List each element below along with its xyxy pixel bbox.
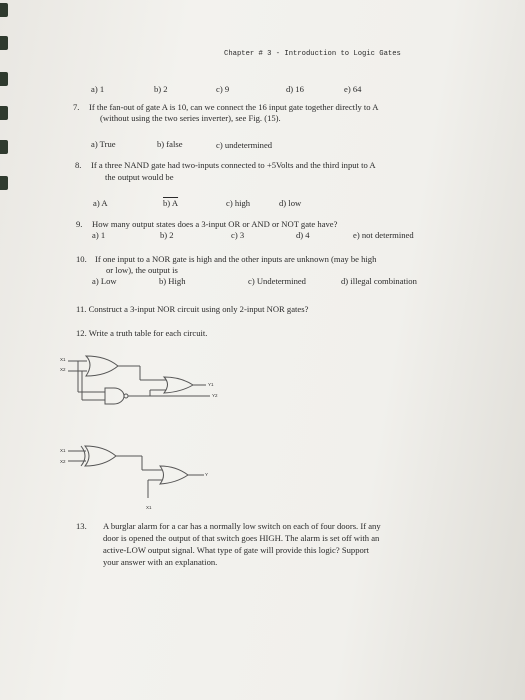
q6-option-d: d) 16 <box>286 84 304 94</box>
q9-option-b: b) 2 <box>160 230 174 240</box>
q12-text: 12. Write a truth table for each circuit. <box>76 328 208 338</box>
q10-text-line2: or low), the output is <box>106 265 178 275</box>
q7-text-line1: If the fan-out of gate A is 10, can we connect the 16 input gate together directly to A <box>89 102 379 112</box>
circuit-1-input-x2: X2 <box>60 367 66 372</box>
q13-number: 13. <box>76 521 87 531</box>
q7-text-line2: (without using the two series inverter), see Fig. (15). <box>100 113 281 123</box>
q8-option-b: b) A <box>163 198 179 208</box>
circuit-1-diagram <box>50 352 250 422</box>
q10-option-a: a) Low <box>92 276 117 286</box>
q11-text: 11. Construct a 3-input NOR circuit using only 2-input NOR gates? <box>76 304 309 314</box>
q9-option-c: c) 3 <box>231 230 245 240</box>
q13-text-line3: active-LOW output signal. What type of gate will provide this logic? Support <box>103 545 370 555</box>
q8-text-line1: If a three NAND gate had two-inputs connected to +5Volts and the third input to A <box>91 160 376 170</box>
q8-number: 8. <box>75 160 82 170</box>
circuit-1-output-y2: Y2 <box>212 393 218 398</box>
q8-option-c: c) high <box>226 198 251 208</box>
q10-option-d: d) illegal combination <box>341 276 417 286</box>
circuit-2-diagram <box>50 440 230 500</box>
binder-hole <box>0 36 8 50</box>
q7-option-c: c) undetermined <box>216 140 273 150</box>
q13-text-line1: A burglar alarm for a car has a normally low switch on each of four doors. If any <box>103 521 381 531</box>
q10-option-c: c) Undetermined <box>248 276 306 286</box>
q6-option-e: e) 64 <box>344 84 362 94</box>
q9-option-a: a) 1 <box>92 230 106 240</box>
q13-text-line4: your answer with an explanation. <box>103 557 218 567</box>
circuit-2-input-x1-bottom: X1 <box>146 505 152 510</box>
q9-option-d: d) 4 <box>296 230 310 240</box>
q10-option-b: b) High <box>159 276 186 286</box>
circuit-2-input-x2: X2 <box>60 459 66 464</box>
q6-option-c: c) 9 <box>216 84 230 94</box>
circuit-1-input-x1: X1 <box>60 357 66 362</box>
q10-text-line1: If one input to a NOR gate is high and the other inputs are unknown (may be high <box>95 254 377 264</box>
q9-option-e: e) not determined <box>353 230 414 240</box>
q8-option-a: a) A <box>93 198 108 208</box>
page-header: Chapter # 3 - Introduction to Logic Gates <box>224 50 401 58</box>
q7-option-b: b) false <box>157 139 183 149</box>
q10-number: 10. <box>76 254 87 264</box>
q7-option-a: a) True <box>91 139 116 149</box>
circuit-2-input-x1: X1 <box>60 448 66 453</box>
q13-text-line2: door is opened the output of that switch goes HIGH. The alarm is set off with an <box>103 533 380 543</box>
binder-hole <box>0 106 8 120</box>
q9-text-line1: How many output states does a 3-input OR or AND or NOT gate have? <box>92 219 338 229</box>
binder-hole <box>0 3 8 17</box>
q6-option-a: a) 1 <box>91 84 105 94</box>
q6-option-b: b) 2 <box>154 84 168 94</box>
q8-option-d: d) low <box>279 198 302 208</box>
q8-text-line2: the output would be <box>105 172 174 182</box>
binder-hole <box>0 140 8 154</box>
circuit-1-output-y1: Y1 <box>208 382 214 387</box>
circuit-2-output-y: Y <box>205 472 209 477</box>
binder-hole <box>0 176 8 190</box>
q9-number: 9. <box>76 219 83 229</box>
binder-hole <box>0 72 8 86</box>
q7-number: 7. <box>73 102 80 112</box>
